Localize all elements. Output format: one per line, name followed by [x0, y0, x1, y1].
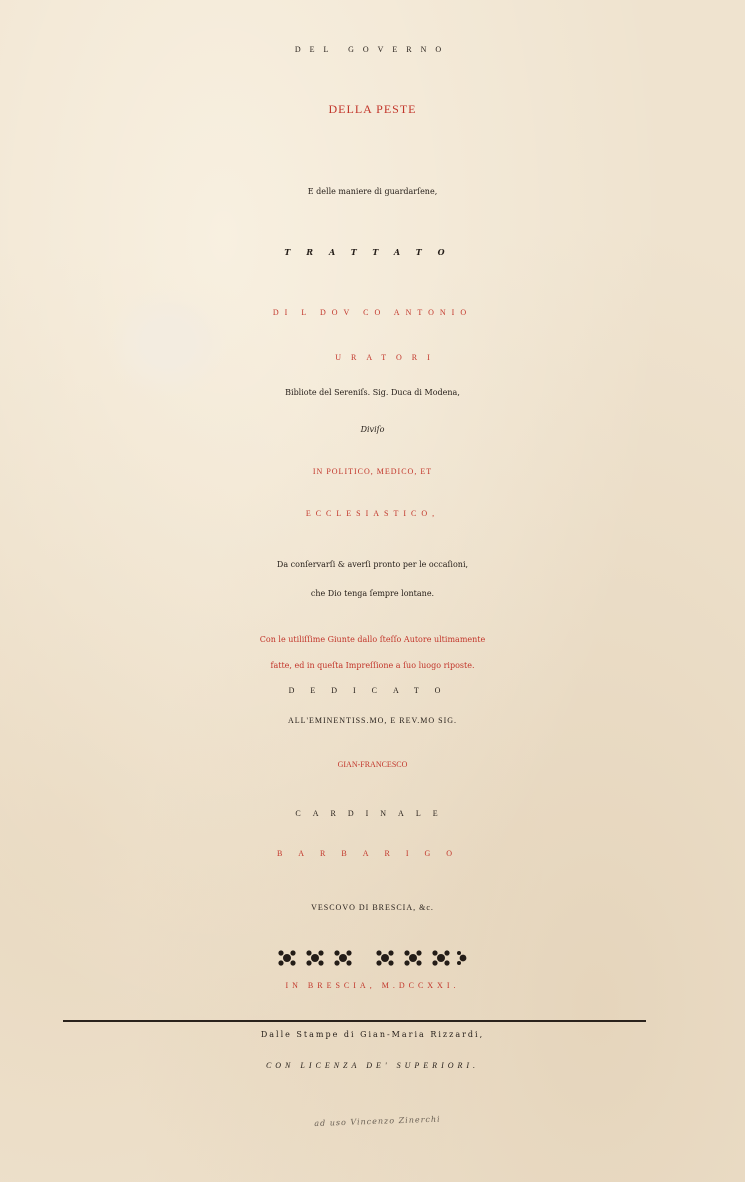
dedicatee-line-3: BARBARIGO — [276, 849, 469, 858]
title-line-1: DEL GOVERNO — [294, 45, 451, 54]
diviso-label: Diviſo — [360, 425, 385, 434]
author-role: Bibliote del Sereniſs. Sig. Duca di Modena, — [285, 388, 460, 397]
additions-line-1: Con le utiliſſime Giunte dallo ſteſſo Autore ultimamente — [259, 635, 486, 644]
dedicato-label: DEDICATO — [288, 686, 457, 695]
title-line-2: DELLA PESTE — [328, 102, 417, 116]
dedication-line: ALL'EMINENTISS.MO, E REV.MO SIG. — [287, 716, 458, 725]
additions-line-2: fatte, ed in queſta Impreſſione a ſuo luogo riposte. — [270, 661, 475, 670]
author-line-1: DI L DOV CO ANTONIO — [272, 308, 473, 317]
purpose-line-1: Da conſervarſi & averſi pronto per le occaſioni, — [276, 560, 469, 569]
purpose-line-2: che Dio tenga ſempre lontane. — [310, 589, 435, 598]
imprint-rule — [63, 1020, 646, 1022]
division-line-1: IN POLITICO, MEDICO, ET — [312, 467, 433, 476]
imprint-place: IN BRESCIA, M.DCCXXI. — [285, 981, 460, 990]
division-line-2: ECCLESIASTICO, — [305, 509, 440, 518]
dedicatee-line-1: GIAN-FRANCESCO — [337, 760, 408, 769]
printers-ornament-icon — [273, 945, 473, 971]
title-line-3: E delle maniere di guardarſene, — [307, 187, 438, 196]
author-line-2: URATORI — [335, 353, 440, 362]
imprint-license: CON LICENZA DE' SUPERIORI. — [265, 1061, 480, 1070]
manuscript-inscription: ad uso Vincenzo Zinerchi — [314, 1114, 441, 1129]
dedicatee-line-2: CARDINALE — [295, 809, 450, 818]
dedicatee-line-4: VESCOVO DI BRESCIA, &c. — [311, 903, 434, 912]
paper-damage-area — [108, 288, 228, 398]
treatise-label: TRATTATO — [284, 247, 461, 257]
imprint-printer: Dalle Stampe di Gian-Maria Rizzardi, — [260, 1030, 485, 1039]
